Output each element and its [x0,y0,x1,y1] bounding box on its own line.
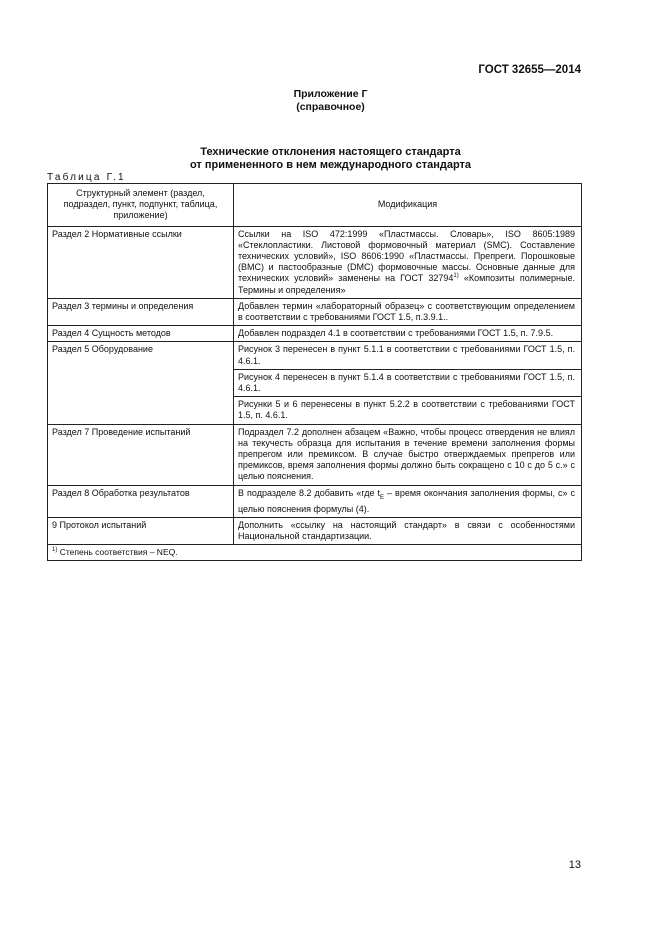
table-footnote-row [48,545,582,561]
modification-text: В подразделе 8.2 добавить «где t [238,487,380,498]
table-row [48,342,582,369]
page-number: 13 [568,859,581,871]
header-element: Структурный элемент (раздел, подраздел, пункт, подпункт, таблица, приложение) [48,184,234,227]
row-modification: Рисунок 3 перенесен в пункт 5.1.1 в соответствии с требованиями ГОСТ 1.5, п. 4.6.1. [234,342,582,369]
modification-text-tail: «Композиты полимерные. Термины и определения» [238,273,575,295]
table-footnote [48,545,582,561]
modification-text-tail: – время окончания заполнения формы, с» с целью пояснения формулы (4). [238,487,575,514]
table-row [48,517,582,544]
row-modification: Добавлен подраздел 4.1 в соответствии с требованиями ГОСТ 1.5, п. 7.9.5. [234,326,582,342]
table-row [48,424,582,485]
row-modification: Рисунки 5 и 6 перенесены в пункт 5.2.2 в соответствии с требованиями ГОСТ 1.5, п. 4.6.1. [234,397,582,424]
table-header-row [48,184,582,227]
row-element: Раздел 3 термины и определения [48,298,234,325]
section-title-line2: от примененного в нем международного стандарта [189,159,472,171]
row-modification: Подраздел 7.2 дополнен абзацем «Важно, чтобы процесс отвердения не влиял на текучесть образца для испытания в течение времени заполнения формы препрегом или премиксом. В случае быстро отверждаемых препрегов или премиксов, время заполнения формы должно быть сокращено с 10 с до 5 с.» с целью пояснения. [234,424,582,485]
row-element: Раздел 5 Оборудование [48,342,234,424]
row-modification: Дополнить «ссылку на настоящий стандарт» в связи с особенностями Национальной стандартизации. [234,517,582,544]
row-modification [234,226,582,298]
row-modification: Добавлен термин «лабораторный образец» с соответствующим определением в соответствии с требованиями ГОСТ 1.5, п.3.9.1.. [234,298,582,325]
table-caption: Таблица Г.1 [47,172,126,183]
appendix-title: Приложение Г [293,88,368,100]
footnote-ref: 1) [453,273,459,280]
table-row [48,485,582,517]
appendix-heading [0,88,661,114]
row-modification: Рисунок 4 перенесен в пункт 5.1.4 в соответствии с требованиями ГОСТ 1.5, п. 4.6.1. [234,369,582,396]
row-element: 9 Протокол испытаний [48,517,234,544]
footnote-mark: 1) [52,547,58,554]
header-modification: Модификация [234,184,582,227]
table-row [48,226,582,298]
subscript: E [380,494,385,501]
row-element: Раздел 8 Обработка результатов [48,485,234,517]
footnote-text: Степень соответствия – NEQ. [57,547,178,558]
section-title [0,146,661,172]
row-element: Раздел 7 Проведение испытаний [48,424,234,485]
table-row [48,326,582,342]
row-element: Раздел 2 Нормативные ссылки [48,226,234,298]
section-title-line1: Технические отклонения настоящего стандарта [200,146,461,158]
appendix-subtitle: (справочное) [296,101,365,113]
row-modification [234,485,582,517]
row-element: Раздел 4 Сущность методов [48,326,234,342]
modification-text: Ссылки на ISO 472:1999 «Пластмассы. Словарь», ISO 8605:1989 «Стеклопластики. Листовой формовочный материал (SMC). Составление технических условий», ISO 8606:1990 «Пластмассы. Препреги. Порошковые (BMC) и пастообразные (DMC) формовочные массы. Основные данные для технических условий» заменены на ГОСТ 32794 [238,228,575,284]
table-row [48,298,582,325]
standard-code: ГОСТ 32655—2014 [478,64,581,76]
deviations-table [47,183,582,561]
